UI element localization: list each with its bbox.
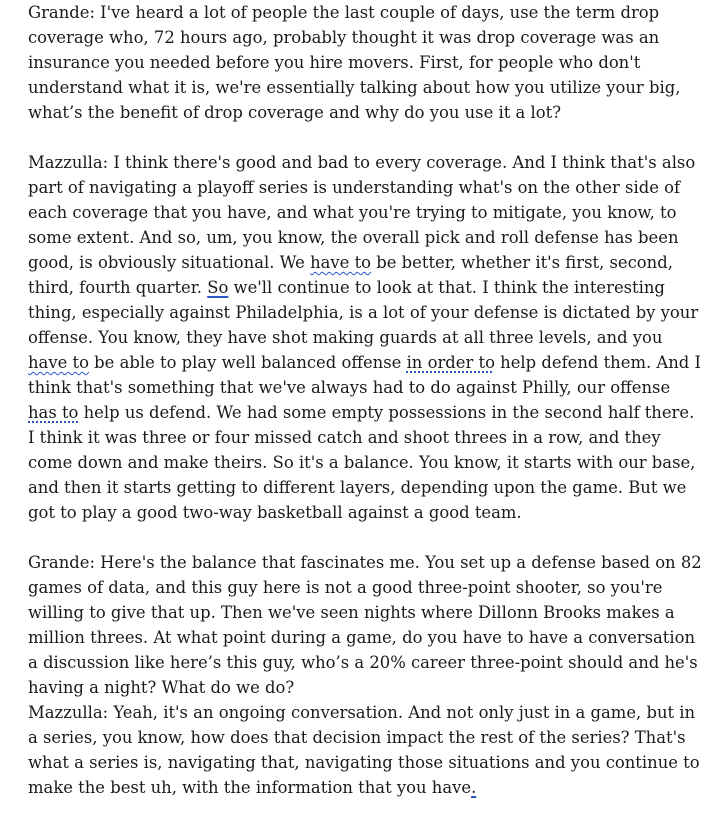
text-segment: help us defend. We had some empty possessions in the second half there.: [78, 403, 695, 422]
paragraph-mazzulla-answer-1: [28, 150, 701, 525]
text-line: understand what it is, we're essentially talking about how you utilize your big,: [28, 78, 681, 97]
paragraph-grande-question-1: [28, 0, 680, 125]
text-line: having a night? What do we do?: [28, 678, 295, 697]
text-segment: be better, whether it's first, second,: [371, 253, 673, 272]
text-line: what’s the benefit of drop coverage and why do you use it a lot?: [28, 103, 561, 122]
text-line: each coverage that you have, and what you're trying to mitigate, you know, to: [28, 203, 677, 222]
grammar-suggestion[interactable]: has to: [28, 403, 79, 422]
text-line: what a series is, navigating that, navigating those situations and you continue to: [28, 753, 700, 772]
grammar-suggestion[interactable]: in order to: [406, 353, 495, 372]
text-line: come down and make theirs. So it's a balance. You know, it starts with our base,: [28, 453, 696, 472]
text-line: Mazzulla: Yeah, it's an ongoing conversation. And not only just in a game, but in: [28, 703, 696, 722]
text-line: [28, 250, 701, 275]
text-line: I think it was three or four missed catch and shoot threes in a row, and they: [28, 428, 661, 447]
grammar-suggestion[interactable]: have to: [310, 253, 372, 272]
text-segment: help defend them. And I: [494, 353, 701, 372]
text-line: a discussion like here’s this guy, who’s a 20% career three-point should and he's: [28, 653, 698, 672]
text-segment: we'll continue to look at that. I think the interesting: [228, 278, 665, 297]
grammar-suggestion[interactable]: have to: [28, 353, 89, 372]
text-line: willing to give that up. Then we've seen nights where Dillonn Brooks makes a: [28, 603, 675, 622]
text-segment: make the best uh, with the information that you have: [28, 778, 472, 797]
text-line: million threes. At what point during a game, do you have to have a conversation: [28, 628, 696, 647]
text-line: games of data, and this guy here is not a good three-point shooter, so you're: [28, 578, 663, 597]
paragraph-mazzulla-answer-2: [28, 700, 700, 800]
text-line: Grande: Here's the balance that fascinates me. You set up a defense based on 82: [28, 553, 702, 572]
text-line: and then it starts getting to different layers, depending upon the game. But we: [28, 478, 687, 497]
text-line: got to play a good two-way basketball against a good team.: [28, 503, 522, 522]
text-segment: third, fourth quarter.: [28, 278, 208, 297]
text-line: insurance you needed before you hire movers. First, for people who don't: [28, 53, 641, 72]
text-line: part of navigating a playoff series is understanding what's on the other side of: [28, 178, 681, 197]
text-line: [28, 400, 701, 425]
text-line: some extent. And so, um, you know, the overall pick and roll defense has been: [28, 228, 679, 247]
text-line: Mazzulla: I think there's good and bad to every coverage. And I think that's also: [28, 153, 696, 172]
text-line: coverage who, 72 hours ago, probably thought it was drop coverage was an: [28, 28, 660, 47]
text-segment: be able to play well balanced offense: [88, 353, 407, 372]
text-line: a series, you know, how does that decision impact the rest of the series? That's: [28, 728, 686, 747]
paragraph-grande-question-2: [28, 550, 702, 700]
text-line: think that's something that we've always had to do against Philly, our offense: [28, 378, 671, 397]
grammar-suggestion[interactable]: So: [207, 278, 229, 297]
text-line: offense. You know, they have shot making guards at all three levels, and you: [28, 328, 663, 347]
grammar-suggestion[interactable]: .: [471, 778, 477, 797]
text-line: [28, 350, 701, 375]
text-line: [28, 275, 701, 300]
text-segment: good, is obviously situational. We: [28, 253, 311, 272]
text-line: [28, 775, 700, 800]
text-line: thing, especially against Philadelphia, is a lot of your defense is dictated by your: [28, 303, 699, 322]
text-line: Grande: I've heard a lot of people the last couple of days, use the term drop: [28, 3, 660, 22]
